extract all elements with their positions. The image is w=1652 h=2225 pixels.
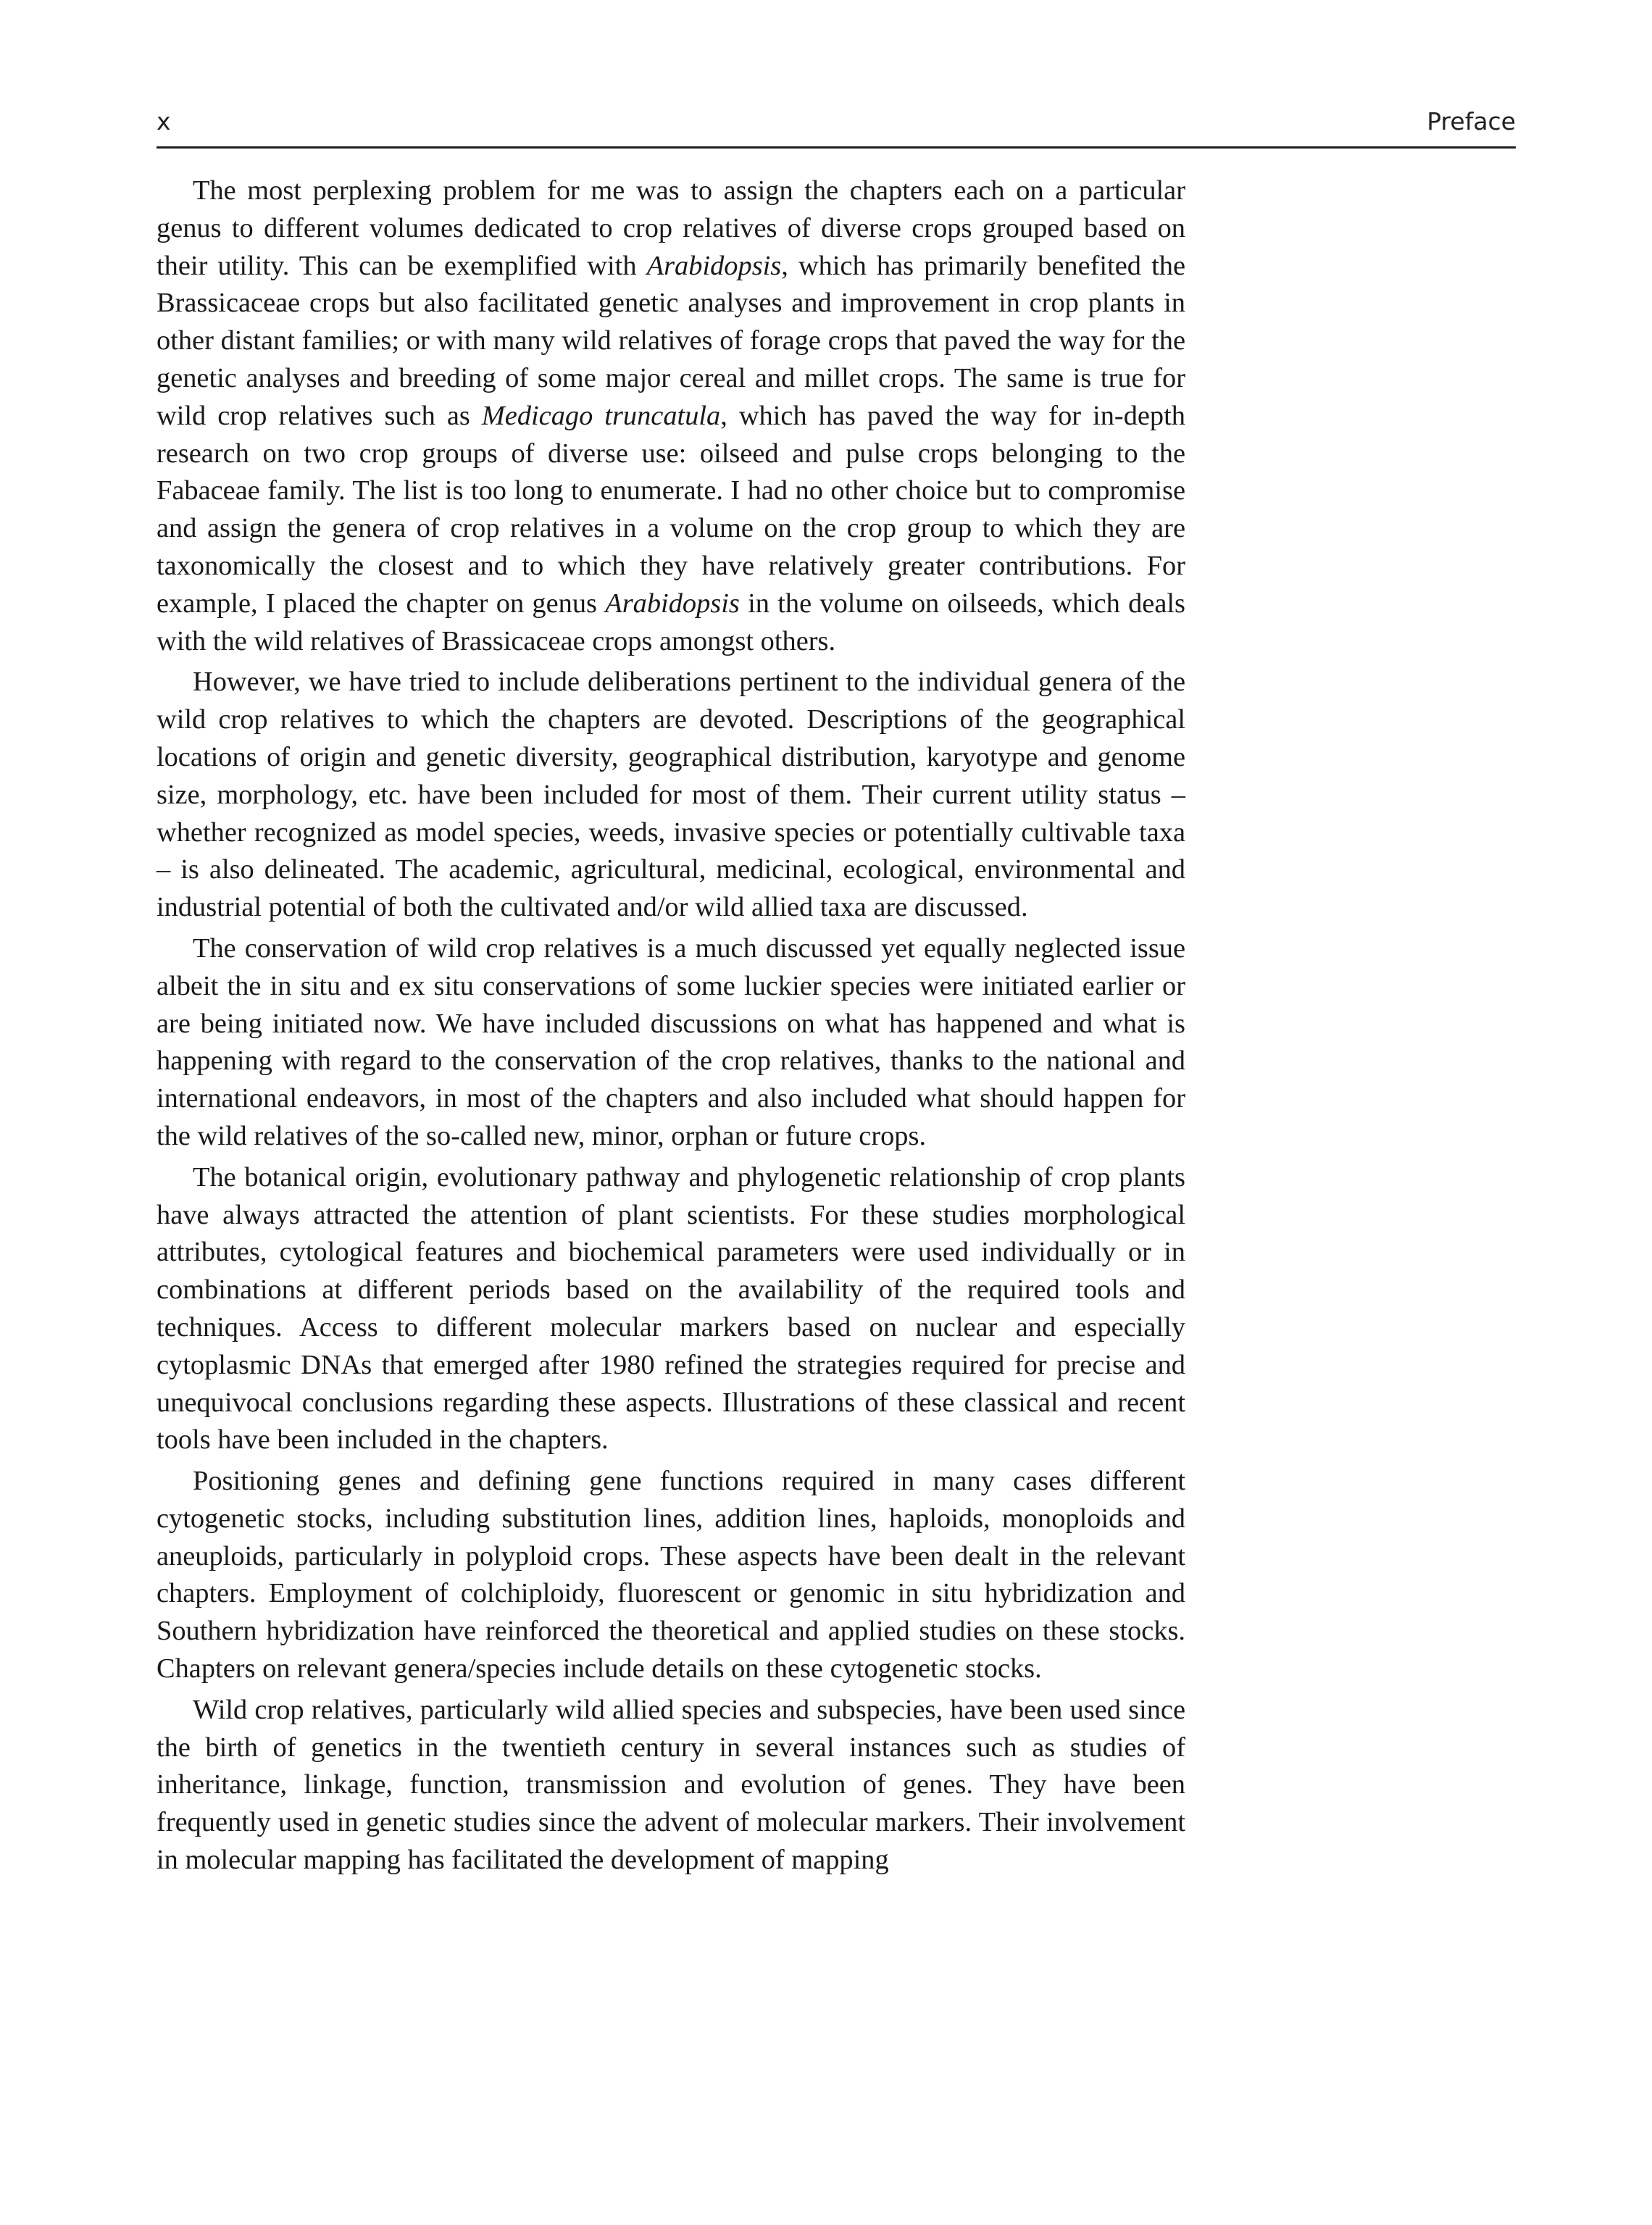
text-run: Positioning genes and defining gene functions required in many cases different cytogenetic stocks, including substitution lines, addition lines, haploids, monoploids and aneuploids, particularly in polyploid crops. These aspects have been dealt in the relevant chapters. Employment of colchiploidy, fluorescent or genomic in situ hybridization and Southern hybridization have reinforced the theoretical and applied studies on these stocks. Chapters on relevant genera/species include details on these cytogenetic stocks. [157, 1466, 1185, 1685]
paragraph [157, 930, 1185, 1156]
text-run: , which has paved the way for in-depth research on two crop groups of diverse use: oilseed and pulse crops belonging to the Fabaceae family. The list is too long to enumerate. I had no other choice but to compromise and assign the genera of crop relatives in a volume on the crop group to which they are taxonomically the closest and to which they have relatively greater contributions. For example, I placed the chapter on genus [157, 400, 1185, 619]
italic-term: Medicago truncatula [481, 400, 721, 431]
page-number: x [157, 107, 171, 135]
italic-term: Arabidopsis [646, 250, 782, 281]
paragraph [157, 172, 1185, 660]
paragraph [157, 664, 1185, 927]
text-run: However, we have tried to include deliberations pertinent to the individual genera of the wild crop relatives to which the chapters are devoted. Descriptions of the geographical locations of origin and genetic diversity, geographical distribution, karyotype and genome size, morphology, etc. have been included for most of them. Their current utility status – whether recognized as model species, weeds, invasive species or potentially cultivable taxa – is also delineated. The academic, agricultural, medicinal, ecological, environmental and industrial potential of both the cultivated and/or wild allied taxa are discussed. [157, 667, 1185, 923]
text-run: Wild crop relatives, particularly wild allied species and subspecies, have been used since the birth of genetics in the twentieth century in several instances such as studies of inheritance, linkage, function, transmission and evolution of genes. They have been frequently used in genetic studies since the advent of molecular markers. Their involvement in molecular mapping has facilitated the development of mapping [157, 1694, 1185, 1876]
running-title: Preface [1427, 107, 1516, 135]
text-run: The conservation of wild crop relatives is a much discussed yet equally neglected issue albeit the in situ and ex situ conservations of some luckier species were initiated earlier or are being initiated now. We have included discussions on what has happened and what is happening with regard to the conservation of the crop relatives, thanks to the national and international endeavors, in most of the chapters and also included what should happen for the wild relatives of the so-called new, minor, orphan or future crops. [157, 932, 1185, 1151]
paragraph [157, 1159, 1185, 1459]
text-run: , which has primarily benefited the Brassicaceae crops but also facilitated genetic analyses and improvement in crop plants in other distant families; or with many wild relatives of forage crops that paved the way for the genetic analyses and breeding of some major cereal and millet crops. The same is true for wild crop relatives such as [157, 250, 1185, 431]
text-run: The botanical origin, evolutionary pathway and phylogenetic relationship of crop plants have always attracted the attention of plant scientists. For these studies morphological attributes, cytological features and biochemical parameters were used individually or in combinations at different periods based on the availability of the required tools and techniques. Access to different molecular markers based on nuclear and especially cytoplasmic DNAs that emerged after 1980 refined the strategies required for precise and unequivocal conclusions regarding these aspects. Illustrations of these classical and recent tools have been included in the chapters. [157, 1161, 1185, 1456]
preface-body [157, 172, 1185, 1879]
running-head [157, 101, 1516, 149]
paragraph [157, 1692, 1185, 1879]
text-run: in the volume on oilseeds, which deals with the wild relatives of Brassicaceae crops amongst others. [157, 588, 1185, 656]
text-run: The most perplexing problem for me was to assign the chapters each on a particular genus to different volumes dedicated to crop relatives of diverse crops grouped based on their utility. This can be exemplified with [157, 175, 1185, 281]
italic-term: Arabidopsis [605, 588, 740, 619]
paragraph [157, 1463, 1185, 1688]
